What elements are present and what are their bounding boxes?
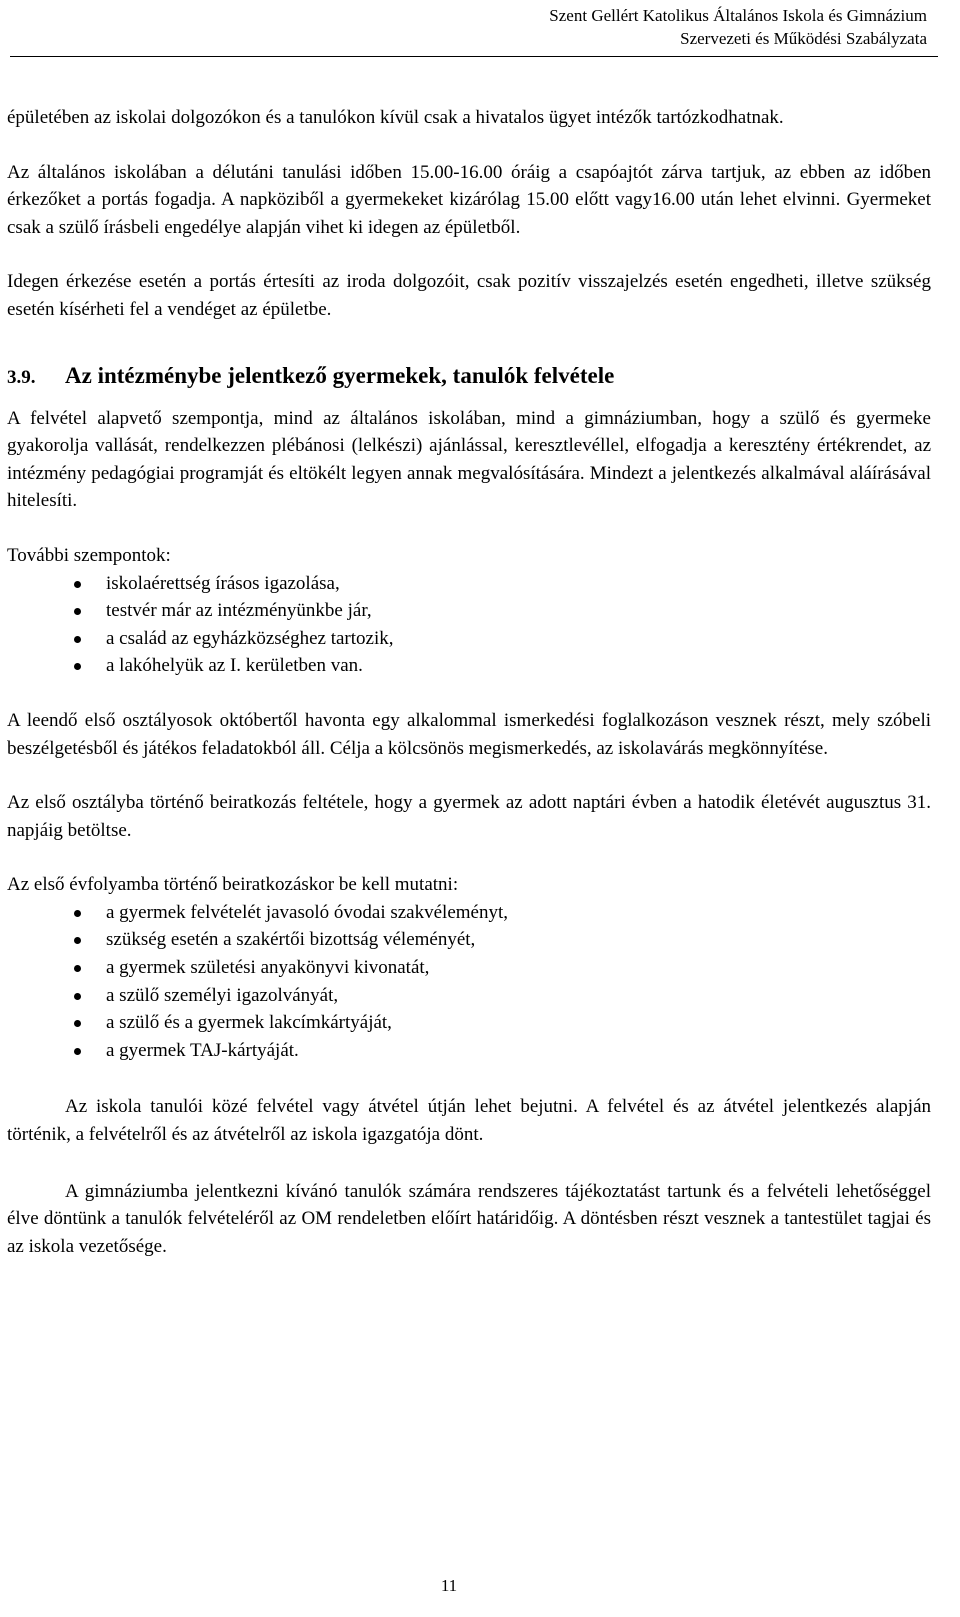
bullet-icon	[74, 1020, 81, 1027]
page-number: 11	[440, 1576, 458, 1595]
bullet-icon	[74, 965, 81, 972]
list-intro-further-criteria: További szempontok:	[7, 544, 171, 566]
list-required-documents	[7, 899, 931, 1065]
bullet-icon	[74, 663, 81, 670]
list-item: a szülő és a gyermek lakcímkártyáját,	[7, 1009, 931, 1037]
bullet-icon	[74, 910, 81, 917]
list-intro-required-documents: Az első évfolyamba történő beiratkozáskor be kell mutatni:	[7, 874, 459, 896]
bullet-icon	[74, 636, 81, 643]
section-title: Az intézménybe jelentkező gyermekek, tanulók felvétele	[65, 362, 615, 388]
paragraph-gymnasium-admission: A gimnáziumba jelentkezni kívánó tanulók számára rendszeres tájékoztatást tartunk és a felvételi lehetőséggel élve döntünk a tanulók felvételéről az OM rendeletben előírt határidőig. A döntésben részt vesznek a tantestület tagjai és az iskola vezetősége.	[7, 1180, 931, 1257]
paragraph-first-graders: A leendő első osztályosok októbertől havonta egy alkalommal ismerkedési foglalkozáson vesznek részt, mely szóbeli beszélgetésből és játékos feladatokból áll. Célja a kölcsönös megismerkedés, az iskolavárás megkönnyítése.	[7, 709, 931, 759]
list-item: a gyermek TAJ-kártyáját.	[7, 1037, 931, 1065]
list-item: iskolaérettség írásos igazolása,	[7, 570, 931, 598]
header-school-name: Szent Gellért Katolikus Általános Iskola és Gimnázium	[549, 6, 927, 25]
list-item: a gyermek születési anyakönyvi kivonatát,	[7, 954, 931, 982]
paragraph-admission-criteria: A felvétel alapvető szempontja, mind az általános iskolában, mind a gimnáziumban, hogy a szülő és gyermeke gyakorolja vallását, rendelkezzen plébánosi (lelkészi) ajánlással, keresztlevéllel, elfogadja a keresztény értékrendet, az intézmény pedagógiai programját és eltökélt legyen annak megvalósítására. Mindezt a jelentkezés alkalmával aláírásával hitelesíti.	[7, 407, 931, 512]
list-item: a család az egyházközséghez tartozik,	[7, 625, 931, 653]
bullet-icon	[74, 1048, 81, 1055]
list-further-criteria	[7, 570, 931, 680]
list-item: a szülő személyi igazolványát,	[7, 982, 931, 1010]
bullet-icon	[74, 608, 81, 615]
paragraph-visitor-rules: Idegen érkezése esetén a portás értesíti az iroda dolgozóit, csak pozitív visszajelzés esetén engedheti, illetve szükség esetén kísérheti fel a vendéget az épületbe.	[7, 271, 931, 320]
list-item: a lakóhelyük az I. kerületben van.	[7, 652, 931, 680]
paragraph-admission-transfer: Az iskola tanulói közé felvétel vagy átvétel útján lehet bejutni. A felvétel és az átvétel jelentkezés alapján történik, a felvételről és az átvételről az iskola igazgatója dönt.	[7, 1096, 931, 1146]
section-number: 3.9.	[7, 366, 36, 388]
list-item: testvér már az intézményünkbe jár,	[7, 597, 931, 625]
bullet-icon	[74, 993, 81, 1000]
page-header	[549, 4, 927, 50]
bullet-icon	[74, 937, 81, 944]
list-item: szükség esetén a szakértői bizottság véleményét,	[7, 926, 931, 954]
page-content	[7, 104, 931, 1260]
header-document-title: Szervezeti és Működési Szabályzata	[680, 29, 927, 48]
paragraph-building-access: épületében az iskolai dolgozókon és a tanulókon kívül csak a hivatalos ügyet intézők tartózkodhatnak.	[7, 107, 784, 128]
section-heading	[7, 361, 931, 393]
bullet-icon	[74, 581, 81, 588]
paragraph-afternoon-rules: Az általános iskolában a délutáni tanulási időben 15.00-16.00 óráig a csapóajtót zárva tartjuk, az ebben az időben érkezőket a portás fogadja. A napköziből a gyermekeket kizárólag 15.00 előtt vagy16.00 után lehet elvinni. Gyermeket csak a szülő írásbeli engedélye alapján vihet ki idegen az épületből.	[7, 161, 931, 238]
paragraph-enrollment-condition: Az első osztályba történő beiratkozás feltétele, hogy a gyermek az adott naptári évben a hatodik életévét augusztus 31. napjáig betöltse.	[7, 792, 931, 841]
header-divider	[10, 56, 938, 57]
list-item: a gyermek felvételét javasoló óvodai szakvéleményt,	[7, 899, 931, 927]
